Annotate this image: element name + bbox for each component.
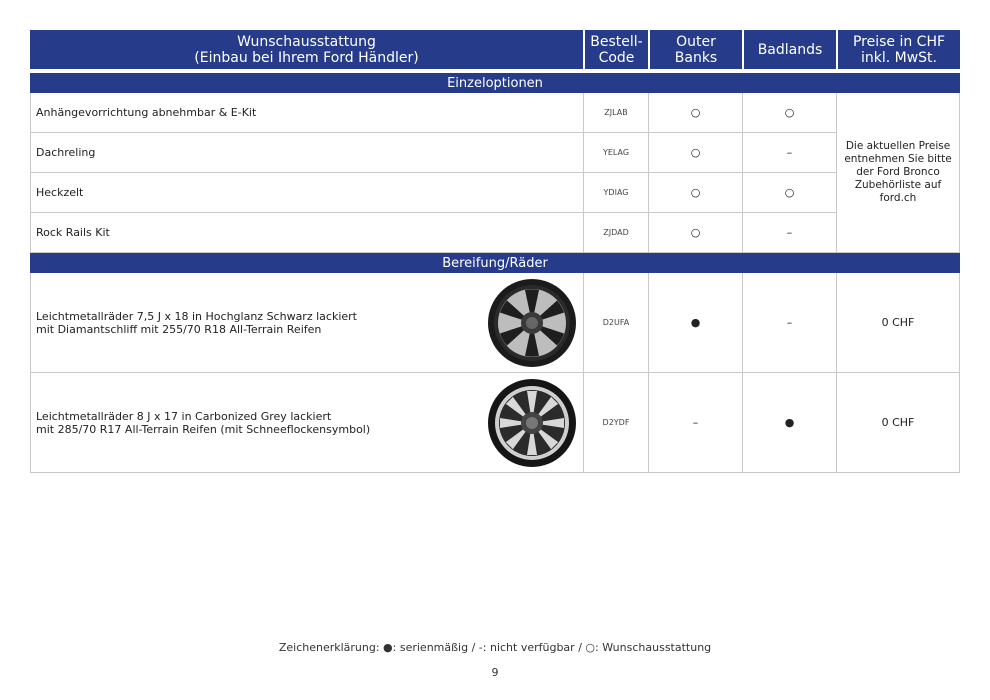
table-row [30,173,960,213]
row-badlands-status: ○ [743,93,837,133]
price-note: Die aktuellen Preise entnehmen Sie bitte der Ford Bronco Zubehörliste auf ford.ch [837,93,960,253]
row-badlands-status: ○ [743,173,837,213]
row-outer-banks-status: – [649,373,743,473]
row-badlands-status: – [743,273,837,373]
row-code: D2YDF [584,373,649,473]
row-description-text: Leichtmetallräder 7,5 J x 18 in Hochglanz Schwarz lackiert mit Diamantschliff mit 255/70 R18 All-Terrain Reifen [36,309,357,336]
section-title-bereifung: Bereifung/Räder [30,253,960,273]
row-badlands-status: ● [743,373,837,473]
row-outer-banks-status: ○ [649,173,743,213]
row-code: D2UFA [584,273,649,373]
wheel-image-d2ydf [487,378,577,468]
row-description [30,373,584,473]
row-code: ZJDAD [584,213,649,253]
header-price: Preise in CHF inkl. MwSt. [838,30,960,69]
row-description: Heckzelt [30,173,584,213]
header-badlands: Badlands [744,30,836,69]
row-code: ZJLAB [584,93,649,133]
table-row [30,373,960,473]
legend: Zeichenerklärung: ●: serienmäßig / -: nicht verfügbar / ○: Wunschausstattung [278,641,712,654]
section-title-einzeloptionen: Einzeloptionen [30,73,960,93]
row-description: Rock Rails Kit [30,213,584,253]
row-badlands-status: – [743,133,837,173]
table-row [30,213,960,253]
row-outer-banks-status: ● [649,273,743,373]
row-description: Anhängevorrichtung abnehmbar & E-Kit [30,93,584,133]
row-code: YELAG [584,133,649,173]
header-description: Wunschausstattung (Einbau bei Ihrem Ford Händler) [30,30,583,69]
row-description [30,273,584,373]
row-outer-banks-status: ○ [649,213,743,253]
wheel-image-d2ufa [487,278,577,368]
row-description-text: Leichtmetallräder 8 J x 17 in Carbonized Grey lackiert mit 285/70 R17 All-Terrain Reifen (mit Schneeflockensymbol) [36,409,371,436]
table-row [30,133,960,173]
header-outer-banks: Outer Banks [650,30,742,69]
row-badlands-status: – [743,213,837,253]
header-order-code: Bestell- Code [585,30,648,69]
row-price: 0 CHF [837,373,960,473]
row-outer-banks-status: ○ [649,93,743,133]
table-row [30,273,960,373]
row-price: 0 CHF [837,273,960,373]
table-row [30,93,960,133]
row-code: YDIAG [584,173,649,213]
page-number: 9 [491,666,499,679]
row-outer-banks-status: ○ [649,133,743,173]
row-description: Dachreling [30,133,584,173]
